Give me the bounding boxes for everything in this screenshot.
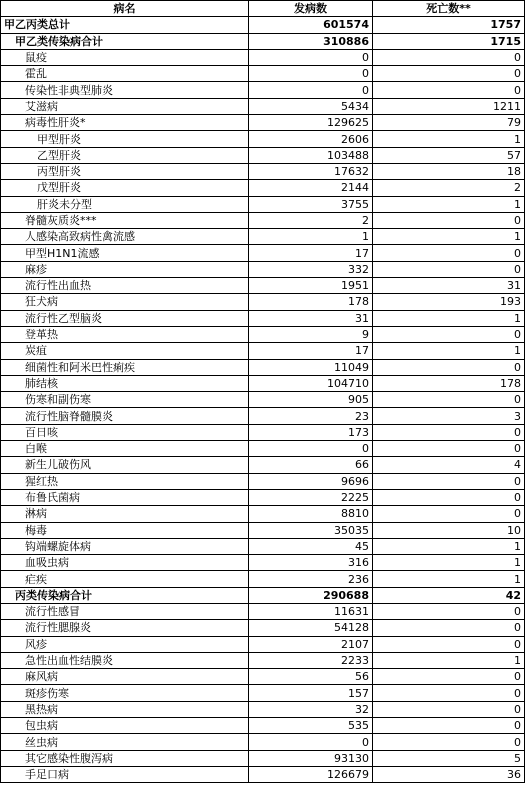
table-row: [1, 522, 525, 538]
table-row: [1, 294, 525, 310]
deaths-cell: 1: [373, 571, 525, 587]
cases-cell: 17: [249, 343, 373, 359]
table-row: [1, 131, 525, 147]
table-row: [1, 571, 525, 587]
disease-name-cell: 乙型肝炎: [1, 147, 249, 163]
disease-name-cell: 猩红热: [1, 473, 249, 489]
disease-name-cell: 人感染高致病性禽流感: [1, 229, 249, 245]
cases-cell: 2144: [249, 180, 373, 196]
disease-name-cell: 传染性非典型肺炎: [1, 82, 249, 98]
disease-name-cell: 甲乙丙类总计: [1, 17, 249, 33]
cases-cell: 56: [249, 669, 373, 685]
deaths-cell: 79: [373, 115, 525, 131]
cases-cell: 66: [249, 457, 373, 473]
disease-name-cell: 甲型肝炎: [1, 131, 249, 147]
cases-cell: 31: [249, 310, 373, 326]
disease-name-cell: 脊髓灰质炎***: [1, 212, 249, 228]
header-disease-name: 病名: [1, 1, 249, 17]
disease-name-cell: 流行性乙型脑炎: [1, 310, 249, 326]
table-row: [1, 212, 525, 228]
cases-cell: 905: [249, 392, 373, 408]
cases-cell: 9: [249, 326, 373, 342]
disease-name-cell: 其它感染性腹泻病: [1, 750, 249, 766]
table-row: [1, 685, 525, 701]
disease-name-cell: 丙类传染病合计: [1, 587, 249, 603]
disease-name-cell: 流行性感冒: [1, 603, 249, 619]
disease-name-cell: 布鲁氏菌病: [1, 489, 249, 505]
disease-name-cell: 炭疽: [1, 343, 249, 359]
cases-cell: 535: [249, 718, 373, 734]
table-row: [1, 33, 525, 49]
table-row: [1, 652, 525, 668]
disease-name-cell: 霍乱: [1, 66, 249, 82]
table-row: [1, 669, 525, 685]
deaths-cell: 3: [373, 408, 525, 424]
disease-name-cell: 梅毒: [1, 522, 249, 538]
deaths-cell: 1: [373, 310, 525, 326]
cases-cell: 23: [249, 408, 373, 424]
table-row: [1, 587, 525, 603]
disease-name-cell: 斑疹伤寒: [1, 685, 249, 701]
cases-cell: 93130: [249, 750, 373, 766]
disease-name-cell: 丝虫病: [1, 734, 249, 750]
cases-cell: 0: [249, 49, 373, 65]
disease-name-cell: 包虫病: [1, 718, 249, 734]
disease-name-cell: 病毒性肝炎*: [1, 115, 249, 131]
deaths-cell: 0: [373, 669, 525, 685]
deaths-cell: 1715: [373, 33, 525, 49]
table-row: [1, 326, 525, 342]
cases-cell: 5434: [249, 98, 373, 114]
cases-cell: 1: [249, 229, 373, 245]
table-body: [1, 17, 525, 783]
cases-cell: 0: [249, 82, 373, 98]
deaths-cell: 0: [373, 82, 525, 98]
table-row: [1, 261, 525, 277]
deaths-cell: 0: [373, 685, 525, 701]
table-row: [1, 49, 525, 65]
cases-cell: 332: [249, 261, 373, 277]
header-row: [1, 1, 525, 17]
deaths-cell: 57: [373, 147, 525, 163]
cases-cell: 45: [249, 538, 373, 554]
cases-cell: 2225: [249, 489, 373, 505]
deaths-cell: 1: [373, 131, 525, 147]
cases-cell: 129625: [249, 115, 373, 131]
disease-name-cell: 肝炎未分型: [1, 196, 249, 212]
header-cases: 发病数: [249, 1, 373, 17]
cases-cell: 157: [249, 685, 373, 701]
disease-name-cell: 麻风病: [1, 669, 249, 685]
cases-cell: 9696: [249, 473, 373, 489]
disease-name-cell: 细菌性和阿米巴性痢疾: [1, 359, 249, 375]
cases-cell: 0: [249, 734, 373, 750]
table-row: [1, 98, 525, 114]
cases-cell: 290688: [249, 587, 373, 603]
table-row: [1, 441, 525, 457]
cases-cell: 17632: [249, 163, 373, 179]
deaths-cell: 0: [373, 424, 525, 440]
deaths-cell: 10: [373, 522, 525, 538]
table-row: [1, 701, 525, 717]
disease-name-cell: 登革热: [1, 326, 249, 342]
cases-cell: 8810: [249, 506, 373, 522]
cases-cell: 0: [249, 441, 373, 457]
table-row: [1, 245, 525, 261]
cases-cell: 2606: [249, 131, 373, 147]
table-row: [1, 766, 525, 782]
deaths-cell: 0: [373, 473, 525, 489]
table-row: [1, 457, 525, 473]
deaths-cell: 0: [373, 636, 525, 652]
deaths-cell: 1: [373, 343, 525, 359]
cases-cell: 11631: [249, 603, 373, 619]
disease-name-cell: 淋病: [1, 506, 249, 522]
table-row: [1, 636, 525, 652]
deaths-cell: 178: [373, 375, 525, 391]
disease-name-cell: 甲型H1N1流感: [1, 245, 249, 261]
deaths-cell: 1: [373, 229, 525, 245]
deaths-cell: 0: [373, 506, 525, 522]
cases-cell: 0: [249, 66, 373, 82]
deaths-cell: 0: [373, 359, 525, 375]
table-row: [1, 555, 525, 571]
deaths-cell: 0: [373, 701, 525, 717]
disease-name-cell: 急性出血性结膜炎: [1, 652, 249, 668]
disease-name-cell: 肺结核: [1, 375, 249, 391]
cases-cell: 2107: [249, 636, 373, 652]
disease-name-cell: 艾滋病: [1, 98, 249, 114]
disease-name-cell: 流行性腮腺炎: [1, 620, 249, 636]
header-deaths: 死亡数**: [373, 1, 525, 17]
cases-cell: 236: [249, 571, 373, 587]
deaths-cell: 193: [373, 294, 525, 310]
disease-name-cell: 钩端螺旋体病: [1, 538, 249, 554]
table-row: [1, 424, 525, 440]
cases-cell: 2: [249, 212, 373, 228]
cases-cell: 316: [249, 555, 373, 571]
table-row: [1, 343, 525, 359]
disease-name-cell: 风疹: [1, 636, 249, 652]
deaths-cell: 36: [373, 766, 525, 782]
table-row: [1, 489, 525, 505]
table-row: [1, 734, 525, 750]
cases-cell: 35035: [249, 522, 373, 538]
disease-name-cell: 鼠疫: [1, 49, 249, 65]
table-row: [1, 17, 525, 33]
table-row: [1, 196, 525, 212]
table-row: [1, 359, 525, 375]
deaths-cell: 1: [373, 538, 525, 554]
disease-name-cell: 狂犬病: [1, 294, 249, 310]
deaths-cell: 0: [373, 392, 525, 408]
deaths-cell: 1: [373, 652, 525, 668]
cases-cell: 17: [249, 245, 373, 261]
table-row: [1, 278, 525, 294]
disease-name-cell: 手足口病: [1, 766, 249, 782]
deaths-cell: 0: [373, 620, 525, 636]
cases-cell: 104710: [249, 375, 373, 391]
table-row: [1, 408, 525, 424]
deaths-cell: 0: [373, 441, 525, 457]
cases-cell: 3755: [249, 196, 373, 212]
disease-name-cell: 百日咳: [1, 424, 249, 440]
deaths-cell: 0: [373, 212, 525, 228]
table-row: [1, 750, 525, 766]
deaths-cell: 0: [373, 734, 525, 750]
disease-name-cell: 甲乙类传染病合计: [1, 33, 249, 49]
cases-cell: 126679: [249, 766, 373, 782]
deaths-cell: 2: [373, 180, 525, 196]
disease-name-cell: 流行性脑脊髓膜炎: [1, 408, 249, 424]
disease-name-cell: 血吸虫病: [1, 555, 249, 571]
table-row: [1, 163, 525, 179]
deaths-cell: 42: [373, 587, 525, 603]
deaths-cell: 1: [373, 555, 525, 571]
cases-cell: 103488: [249, 147, 373, 163]
table-row: [1, 506, 525, 522]
deaths-cell: 5: [373, 750, 525, 766]
disease-name-cell: 白喉: [1, 441, 249, 457]
disease-name-cell: 麻疹: [1, 261, 249, 277]
cases-cell: 310886: [249, 33, 373, 49]
disease-name-cell: 丙型肝炎: [1, 163, 249, 179]
table-row: [1, 603, 525, 619]
table-row: [1, 180, 525, 196]
disease-name-cell: 伤寒和副伤寒: [1, 392, 249, 408]
disease-name-cell: 流行性出血热: [1, 278, 249, 294]
disease-name-cell: 新生儿破伤风: [1, 457, 249, 473]
cases-cell: 32: [249, 701, 373, 717]
deaths-cell: 31: [373, 278, 525, 294]
table-row: [1, 375, 525, 391]
table-row: [1, 229, 525, 245]
deaths-cell: 18: [373, 163, 525, 179]
table-row: [1, 392, 525, 408]
deaths-cell: 0: [373, 66, 525, 82]
disease-name-cell: 黑热病: [1, 701, 249, 717]
cases-cell: 11049: [249, 359, 373, 375]
table-row: [1, 115, 525, 131]
deaths-cell: 1757: [373, 17, 525, 33]
table-row: [1, 310, 525, 326]
disease-name-cell: 戊型肝炎: [1, 180, 249, 196]
cases-cell: 1951: [249, 278, 373, 294]
table-row: [1, 538, 525, 554]
table-row: [1, 718, 525, 734]
deaths-cell: 1211: [373, 98, 525, 114]
deaths-cell: 0: [373, 603, 525, 619]
cases-cell: 2233: [249, 652, 373, 668]
table-row: [1, 66, 525, 82]
table-row: [1, 147, 525, 163]
deaths-cell: 0: [373, 245, 525, 261]
deaths-cell: 0: [373, 718, 525, 734]
table-row: [1, 620, 525, 636]
cases-cell: 601574: [249, 17, 373, 33]
deaths-cell: 0: [373, 49, 525, 65]
cases-cell: 173: [249, 424, 373, 440]
table-row: [1, 473, 525, 489]
deaths-cell: 0: [373, 261, 525, 277]
deaths-cell: 4: [373, 457, 525, 473]
disease-name-cell: 疟疾: [1, 571, 249, 587]
deaths-cell: 1: [373, 196, 525, 212]
table-row: [1, 82, 525, 98]
cases-cell: 54128: [249, 620, 373, 636]
deaths-cell: 0: [373, 326, 525, 342]
deaths-cell: 0: [373, 489, 525, 505]
cases-cell: 178: [249, 294, 373, 310]
